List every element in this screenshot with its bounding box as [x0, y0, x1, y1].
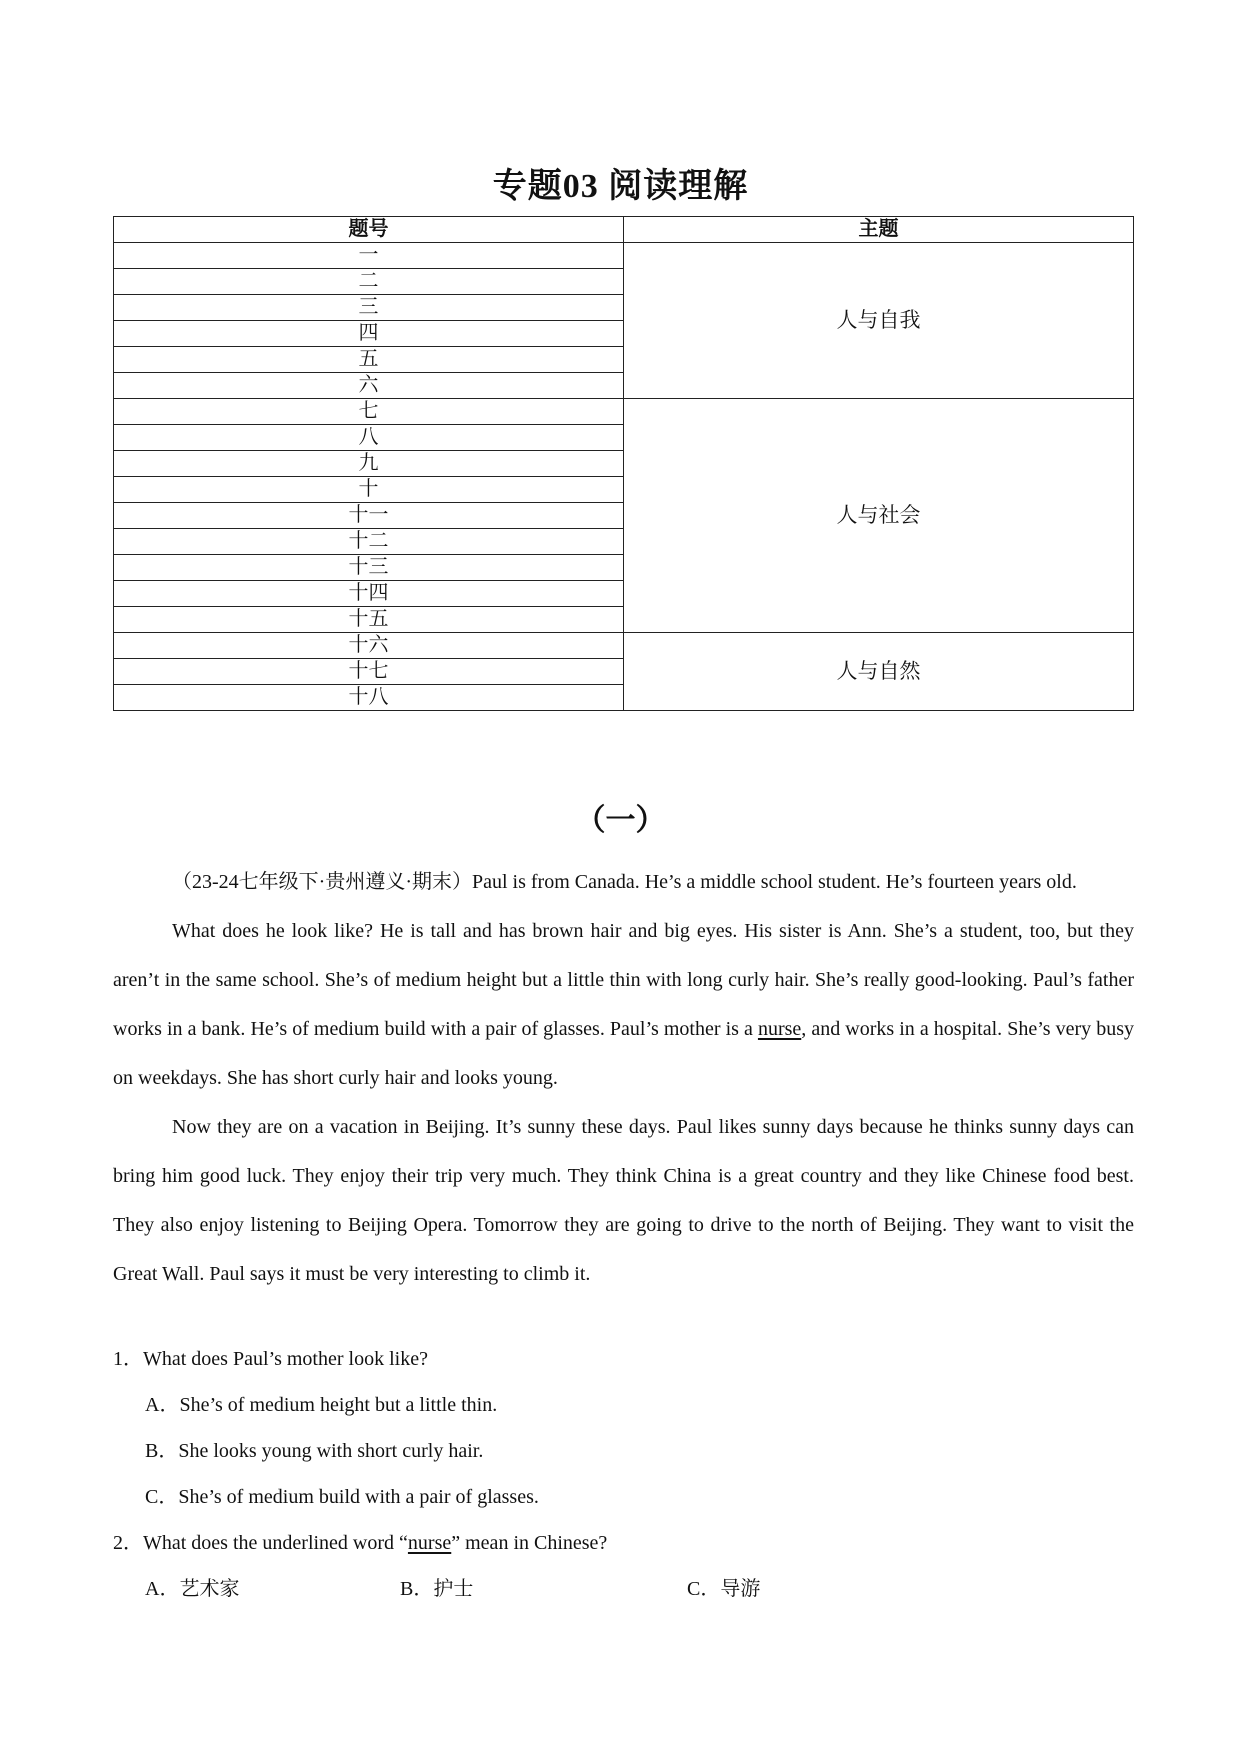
page-title: 专题03 阅读理解 [492, 168, 749, 205]
question-number-cell: 十一 [114, 503, 624, 529]
underlined-word: nurse [757, 1018, 802, 1040]
question-2 [113, 1520, 1134, 1566]
question-number-cell: 十八 [114, 685, 624, 711]
paragraph-text: What does he look like? He is tall and has brown hair and big eyes. His sister is Ann. She’s a student, too, but they aren’t in the same school. She’s of medium height but a little thin with long curly hair. She’s really good-looking. Paul’s father works in a bank. He’s of medium build with a pair of glasses. Paul’s mother is a [113, 920, 1134, 1040]
section-title: （一） [575, 804, 666, 837]
question-number-cell: 二 [114, 269, 624, 295]
theme-cell: 人与自我 [624, 243, 1134, 399]
question-number-cell: 三 [114, 295, 624, 321]
underlined-word: nurse [407, 1532, 452, 1554]
question-number-cell: 十七 [114, 659, 624, 685]
question-text: ” mean in Chinese? [451, 1532, 608, 1554]
question-1-option-a: A．She’s of medium height but a little thin. [145, 1394, 498, 1416]
reading-passage [113, 858, 1134, 1299]
question-number-cell: 四 [114, 321, 624, 347]
question-number-cell: 七 [114, 399, 624, 425]
passage-paragraph-1: （23-24七年级下·贵州遵义·期末）Paul is from Canada. He’s a middle school student. He’s fourteen years old. [172, 871, 1077, 893]
question-2-option-a: A．艺术家 [145, 1578, 240, 1600]
question-1-option-b: B．She looks young with short curly hair. [145, 1440, 484, 1462]
passage-paragraph-3: Now they are on a vacation in Beijing. It’s sunny these days. Paul likes sunny days because he thinks sunny days can bring him good luck. They enjoy their trip very much. They think China is a great country and they like Chinese food best. They also enjoy listening to Beijing Opera. Tomorrow they are going to drive to the north of Beijing. They want to visit the Great Wall. Paul says it must be very interesting to climb it. [113, 1116, 1134, 1285]
question-number-cell: 五 [114, 347, 624, 373]
question-2-option-b: B．护士 [400, 1578, 474, 1600]
question-number-cell: 一 [114, 243, 624, 269]
header-question-number: 题号 [114, 217, 624, 243]
question-2-option-c: C．导游 [687, 1578, 761, 1600]
question-number-cell: 十四 [114, 581, 624, 607]
header-theme: 主题 [624, 217, 1134, 243]
theme-cell: 人与社会 [624, 399, 1134, 633]
paragraph-text: , and works in a hospital. She’s very busy on weekdays. She has short curly hair and looks young. [113, 1018, 1134, 1089]
question-2-options [113, 1566, 1134, 1612]
question-number-cell: 十五 [114, 607, 624, 633]
question-text: 2．What does the underlined word “ [113, 1532, 408, 1554]
question-list [113, 1336, 1134, 1612]
topic-table [113, 216, 1134, 711]
question-number-cell: 八 [114, 425, 624, 451]
question-number-cell: 十三 [114, 555, 624, 581]
question-number-cell: 十 [114, 477, 624, 503]
question-number-cell: 九 [114, 451, 624, 477]
passage-paragraph-2 [113, 907, 1134, 1103]
question-1-option-c: C．She’s of medium build with a pair of glasses. [145, 1486, 539, 1508]
question-number-cell: 十六 [114, 633, 624, 659]
theme-cell: 人与自然 [624, 633, 1134, 711]
question-1: 1．What does Paul’s mother look like? [113, 1348, 428, 1370]
question-number-cell: 十二 [114, 529, 624, 555]
question-number-cell: 六 [114, 373, 624, 399]
